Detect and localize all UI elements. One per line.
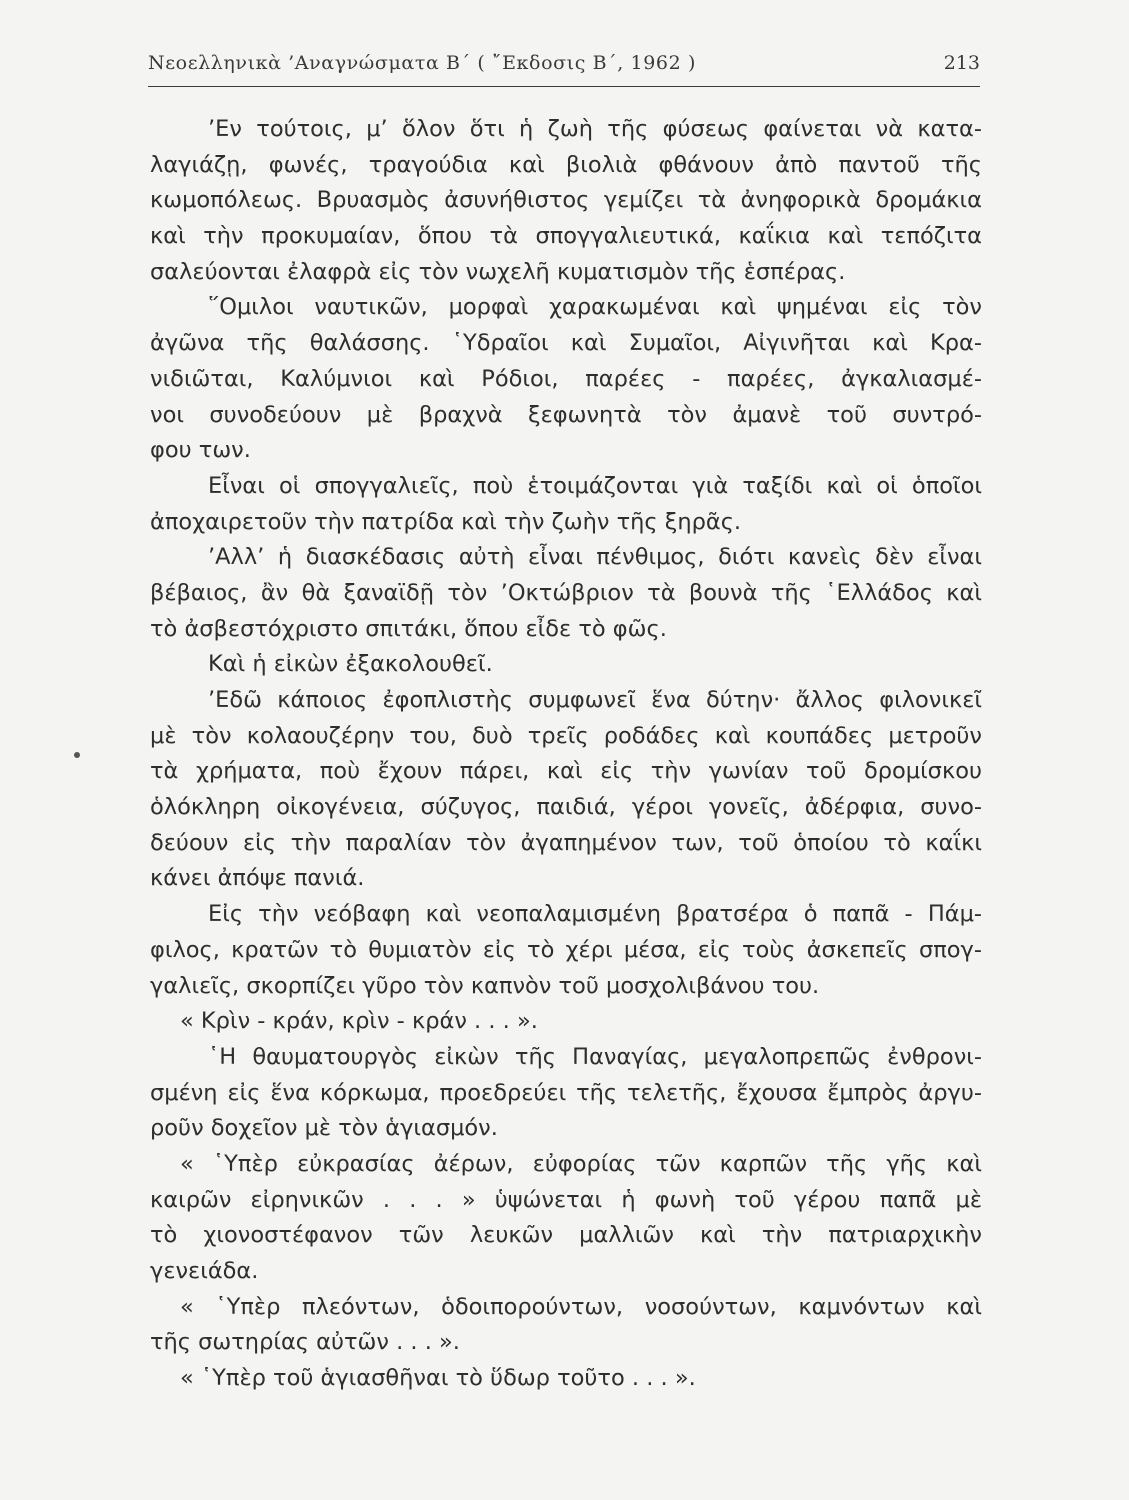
- margin-mark: [74, 752, 80, 758]
- text-line: ’Εδῶ κάποιος ἐφοπλιστὴς συμφωνεῖ ἕνα δύτην· ἄλλος φιλονικεῖ: [208, 687, 982, 713]
- text-line: ἀγῶνα τῆς θαλάσσης. ῾Υδραῖοι καὶ Συμαῖοι, Αἰγινῆται καὶ Κρα-: [150, 330, 982, 357]
- text-line: ’Εν τούτοις, μ’ ὅλον ὅτι ἡ ζωὴ τῆς φύσεως φαίνεται νὰ κατα-: [208, 116, 982, 142]
- text-line: « ῾Υπὲρ εὐκρασίας ἀέρων, εὐφορίας τῶν καρπῶν τῆς γῆς καὶ: [180, 1150, 982, 1177]
- text-line: ῞Ομιλοι ναυτικῶν, μορφαὶ χαρακωμέναι καὶ ψημέναι εἰς τὸν: [208, 294, 982, 321]
- text-line: λαγιάζῃ, φωνές, τραγούδια καὶ βιολιὰ φθάνουν ἀπὸ παντοῦ τῆς: [150, 151, 982, 178]
- text-line: σαλεύονται ἐλαφρὰ εἰς τὸν νωχελῆ κυματισμὸν τῆς ἑσπέρας.: [150, 258, 846, 285]
- text-line: γενειάδα.: [150, 1258, 259, 1284]
- text-line: νοι συνοδεύουν μὲ βραχνὰ ξεφωνητὰ τὸν ἀμανὲ τοῦ συντρό-: [150, 401, 982, 428]
- text-line: κωμοπόλεως. Βρυασμὸς ἀσυνήθιστος γεμίζει τὰ ἀνηφορικὰ δρομάκια: [150, 187, 982, 214]
- text-line: ὁλόκληρη οἰκογένεια, σύζυγος, παιδιά, γέροι γονεῖς, ἀδέρφια, συνο-: [150, 794, 982, 821]
- text-line: κάνει ἀπόψε πανιά.: [150, 865, 365, 892]
- text-line: « ῾Υπὲρ πλεόντων, ὁδοιπορούντων, νοσούντων, καμνόντων καὶ: [180, 1293, 982, 1320]
- text-line: καὶ τὴν προκυμαίαν, ὅπου τὰ σπογγαλιευτικά, καΐκια καὶ τεπόζιτα: [150, 223, 982, 250]
- text-line: Καὶ ἡ εἰκὼν ἐξακολουθεῖ.: [208, 651, 493, 678]
- text-line: μὲ τὸν κολαουζέρην του, δυὸ τρεῖς ροδάδες καὶ κουπάδες μετροῦν: [150, 722, 982, 749]
- text-line: Εἰς τὴν νεόβαφη καὶ νεοπαλαμισμένη βρατσέρα ὁ παπᾶ - Πάμ-: [208, 901, 982, 928]
- text-line: φου των.: [150, 437, 251, 464]
- page-number: 213: [943, 52, 980, 74]
- text-line: τὸ ἀσβεστόχριστο σπιτάκι, ὅπου εἶδε τὸ φῶς.: [150, 615, 667, 642]
- running-header: [148, 46, 980, 87]
- text-line: « Κρὶν - κράν, κρὶν - κράν . . . ».: [180, 1008, 538, 1035]
- text-line: ροῦν δοχεῖον μὲ τὸν ἁγιασμόν.: [150, 1115, 498, 1142]
- text-line: « ῾Υπὲρ τοῦ ἁγιασθῆναι τὸ ὕδωρ τοῦτο . . . ».: [180, 1365, 696, 1392]
- text-line: καιρῶν εἰρηνικῶν . . . » ὑψώνεται ἡ φωνὴ τοῦ γέρου παπᾶ μὲ: [150, 1186, 982, 1213]
- text-line: φιλος, κρατῶν τὸ θυμιατὸν εἰς τὸ χέρι μέσα, εἰς τοὺς ἀσκεπεῖς σπογ-: [150, 936, 982, 963]
- text-line: τὰ χρήματα, ποὺ ἔχουν πάρει, καὶ εἰς τὴν γωνίαν τοῦ δρομίσκου: [150, 758, 982, 785]
- text-line: γαλιεῖς, σκορπίζει γῦρο τὸν καπνὸν τοῦ μοσχολιβάνου του.: [150, 972, 820, 999]
- body-text: [150, 112, 982, 1397]
- text-line: ῾Η θαυματουργὸς εἰκὼν τῆς Παναγίας, μεγαλοπρεπῶς ἐνθρονι-: [208, 1043, 982, 1070]
- text-line: ’Αλλ’ ἡ διασκέδασις αὐτὴ εἶναι πένθιμος, διότι κανεὶς δὲν εἶναι: [208, 544, 982, 571]
- text-line: τὸ χιονοστέφανον τῶν λευκῶν μαλλιῶν καὶ τὴν πατριαρχικὴν: [150, 1222, 982, 1249]
- text-line: τῆς σωτηρίας αὐτῶν . . . ».: [150, 1329, 460, 1356]
- text-line: βέβαιος, ἂν θὰ ξαναϊδῇ τὸν ’Οκτώβριον τὰ βουνὰ τῆς ῾Ελλάδος καὶ: [150, 579, 982, 606]
- text-line: δεύουν εἰς τὴν παραλίαν τὸν ἀγαπημένον των, τοῦ ὁποίου τὸ καΐκι: [150, 829, 982, 856]
- text-line: ἀποχαιρετοῦν τὴν πατρίδα καὶ τὴν ζωὴν τῆς ξηρᾶς.: [150, 508, 742, 535]
- text-line: Εἶναι οἱ σπογγαλιεῖς, ποὺ ἑτοιμάζονται γιὰ ταξίδι καὶ οἱ ὁποῖοι: [208, 472, 982, 499]
- text-line: σμένη εἰς ἕνα κόρκωμα, προεδρεύει τῆς τελετῆς, ἔχουσα ἔμπρὸς ἀργυ-: [150, 1079, 982, 1106]
- book-title: Νεοελληνικὰ ’Αναγνώσματα Β΄ ( ῎Εκδοσις Β΄, 1962 ): [148, 52, 696, 74]
- text-line: νιδιῶται, Καλύμνιοι καὶ Ρόδιοι, παρέες - παρέες, ἀγκαλιασμέ-: [150, 365, 982, 392]
